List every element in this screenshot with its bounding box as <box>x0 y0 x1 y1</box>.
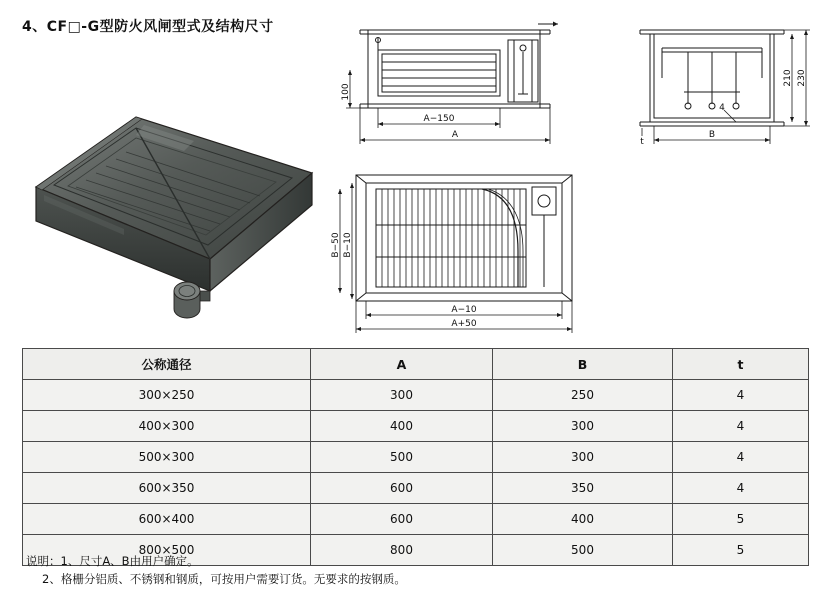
cell-t: 4 <box>673 442 809 473</box>
dim-210: 210 <box>783 69 793 87</box>
cell-t: 4 <box>673 473 809 504</box>
cell-a: 800 <box>311 535 493 566</box>
cell-a: 400 <box>311 411 493 442</box>
cell-b: 300 <box>493 411 673 442</box>
note-line-1: 说明：1、尺寸A、B由用户确定。 <box>26 554 199 568</box>
note-line-2: 2、格栅分铝质、不锈钢和钢质，可按用户需要订货。无要求的按钢质。 <box>42 572 406 586</box>
cell-b: 500 <box>493 535 673 566</box>
dim-t: t <box>640 137 644 147</box>
table-header-row <box>23 349 809 380</box>
cell-nominal-diameter: 400×300 <box>23 411 311 442</box>
cell-a: 300 <box>311 380 493 411</box>
drawing-plan-view <box>332 165 592 345</box>
cell-nominal-diameter: 600×350 <box>23 473 311 504</box>
cell-t: 4 <box>673 380 809 411</box>
dim-a-plus-50: A+50 <box>451 319 477 329</box>
table-row <box>23 504 809 535</box>
table-row <box>23 411 809 442</box>
product-photo-illustration <box>24 95 324 330</box>
dim-b-minus-50: B−50 <box>331 232 341 258</box>
cell-b: 400 <box>493 504 673 535</box>
dim-a-minus-150: A−150 <box>423 114 455 124</box>
drawing-plan-view-svg <box>332 165 592 345</box>
page-title: 4、CF□-G型防火风闸型式及结构尺寸 <box>22 19 274 35</box>
cell-nominal-diameter: 500×300 <box>23 442 311 473</box>
cell-a: 600 <box>311 473 493 504</box>
drawing-end-view-svg <box>628 18 818 153</box>
cell-a: 500 <box>311 442 493 473</box>
cell-nominal-diameter: 800×500 <box>23 535 311 566</box>
cell-b: 300 <box>493 442 673 473</box>
product-photo <box>24 95 324 330</box>
table-row <box>23 473 809 504</box>
dim-b-end: B <box>708 130 716 140</box>
cell-t: 5 <box>673 504 809 535</box>
dim-b-minus-10: B−10 <box>343 232 353 258</box>
dim-230: 230 <box>797 69 807 87</box>
cell-t: 4 <box>673 411 809 442</box>
notes-block <box>26 552 806 588</box>
dim-4: 4 <box>719 103 725 113</box>
cell-b: 350 <box>493 473 673 504</box>
table-row <box>23 380 809 411</box>
cell-a: 600 <box>311 504 493 535</box>
table-row <box>23 442 809 473</box>
col-header-t: t <box>673 349 809 380</box>
col-header-b: B <box>493 349 673 380</box>
cell-t: 5 <box>673 535 809 566</box>
dim-a: A <box>451 130 459 140</box>
cell-b: 250 <box>493 380 673 411</box>
col-header-nominal-diameter: 公称通径 <box>23 349 311 380</box>
cell-nominal-diameter: 300×250 <box>23 380 311 411</box>
spec-table-wrapper <box>22 348 808 566</box>
cell-nominal-diameter: 600×400 <box>23 504 311 535</box>
dim-100: 100 <box>341 83 351 101</box>
spec-table <box>22 348 809 566</box>
drawing-side-section <box>332 18 587 153</box>
dim-a-minus-10: A−10 <box>451 305 477 315</box>
col-header-a: A <box>311 349 493 380</box>
drawing-end-view <box>628 18 818 153</box>
drawing-side-section-svg <box>332 18 587 153</box>
